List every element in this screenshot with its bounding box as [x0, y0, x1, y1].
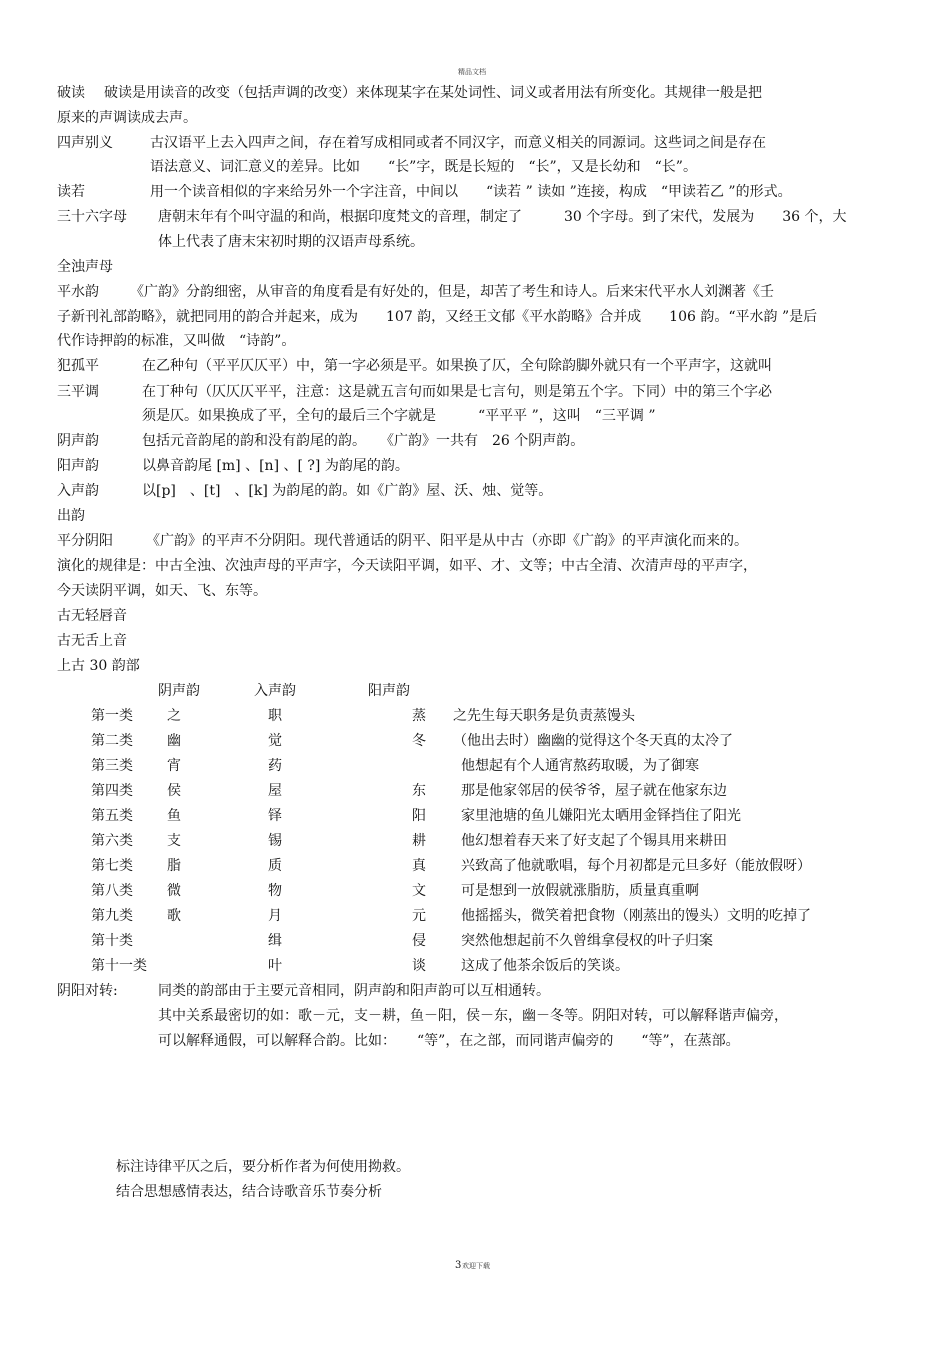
row-class: 第一类 [91, 708, 133, 724]
def-sisheng-line1: 古汉语平上去入四声之间，存在着写成相同或者不同汉字，而意义相关的同源词。这些词之间是存在 [150, 135, 766, 151]
row-class: 第十类 [91, 933, 133, 949]
row-class: 第三类 [91, 758, 133, 774]
page-footer: 欢迎下载 [462, 1262, 490, 1270]
row-ru: 职 [268, 708, 282, 724]
def-duruo-line1: 用一个读音相似的字来给另外一个字注音，中间以 “读若 ” 读如 ”连接，构成 “甲读若乙 ”的形式。 [150, 184, 792, 200]
row-yang: 元 [412, 908, 426, 924]
row-mnemonic: 这成了他茶余饭后的笑谈。 [461, 958, 629, 974]
term-yinshengyun: 阴声韵 [57, 433, 99, 449]
row-yin: 宵 [167, 758, 181, 774]
row-ru: 药 [268, 758, 282, 774]
term-podu: 破读 [57, 85, 85, 101]
row-class: 第七类 [91, 858, 133, 874]
row-ru: 物 [268, 883, 282, 899]
row-yin: 幽 [167, 733, 181, 749]
header-rushengyun: 入声韵 [254, 683, 296, 699]
term-yunbu: 上古 30 韵部 [57, 658, 140, 674]
term-qingchun: 古无轻唇音 [57, 608, 127, 624]
def-pingshui-line1: 《广韵》分韵细密，从审音的角度看是有好处的，但是，却苦了考生和诗人。后来宋代平水人刘渊著《壬 [130, 284, 774, 300]
row-yin: 鱼 [167, 808, 181, 824]
def-pingfen-line1: 《广韵》的平声不分阴阳。现代普通话的阴平、阳平是从中古（亦即《广韵》的平声演化而来的。 [146, 533, 748, 549]
note-line2: 结合思想感情表达，结合诗歌音乐节奏分析 [116, 1184, 382, 1200]
def-sanpingdiao-line1: 在丁种句（仄仄仄平平，注意：这是就五言句而如果是七言句，则是第五个字。下同）中的第三个字必 [142, 384, 772, 400]
row-mnemonic: 他摇摇头，微笑着把食物（刚蒸出的馒头）文明的吃掉了 [461, 908, 811, 924]
row-yang: 阳 [412, 808, 426, 824]
def-yinyang-line3: 可以解释通假，可以解释合韵。比如： “等”，在之部，而同谐声偏旁的 “等”，在蒸部。 [158, 1033, 740, 1049]
row-mnemonic: 之先生每天职务是负责蒸馒头 [453, 708, 635, 724]
term-zimu: 三十六字母 [57, 209, 127, 225]
row-ru: 铎 [268, 808, 282, 824]
row-ru: 缉 [268, 933, 282, 949]
term-sanpingdiao: 三平调 [57, 384, 99, 400]
def-zimu-line1: 唐朝末年有个叫守温的和尚，根据印度梵文的音理，制定了 30 个字母。到了宋代，发展为 36 个，大 [158, 209, 847, 225]
row-ru: 叶 [268, 958, 282, 974]
row-yin: 歌 [167, 908, 181, 924]
term-sisheng: 四声别义 [57, 135, 113, 151]
def-yangshengyun-line1: 以鼻音韵尾 [m] 、[n] 、[ ?] 为韵尾的韵。 [142, 458, 409, 474]
def-sanpingdiao-line2: 须是仄。如果换成了平，全句的最后三个字就是 “平平平 ”，这叫 “三平调 ” [142, 408, 656, 424]
def-podu-line1: 破读是用读音的改变（包括声调的改变）来体现某字在某处词性、词义或者用法有所变化。其规律一般是把 [104, 85, 762, 101]
row-mnemonic: 家里池塘的鱼儿嫌阳光太晒用金铎挡住了阳光 [461, 808, 741, 824]
row-yin: 脂 [167, 858, 181, 874]
row-mnemonic: （他出去时）幽幽的觉得这个冬天真的太冷了 [453, 733, 733, 749]
header-yangshengyun: 阳声韵 [368, 683, 410, 699]
row-yang: 耕 [412, 833, 426, 849]
row-class: 第二类 [91, 733, 133, 749]
row-mnemonic: 突然他想起前不久曾缉拿侵权的叶子归案 [461, 933, 713, 949]
def-sisheng-line2: 语法意义、词汇意义的差异。比如 “长”字，既是长短的 “长”，又是长幼和 “长”。 [150, 159, 697, 175]
def-yinyang-line2: 其中关系最密切的如：歌－元，支－耕，鱼－阳，侯－东，幽－冬等。阴阳对转，可以解释谐声偏旁， [158, 1008, 788, 1024]
term-yangshengyun: 阳声韵 [57, 458, 99, 474]
row-class: 第六类 [91, 833, 133, 849]
def-fanguping-line1: 在乙种句（平平仄仄平）中，第一字必须是平。如果换了仄，全句除韵脚外就只有一个平声字，这就叫 [142, 358, 772, 374]
row-mnemonic: 兴致高了他就歌唱，每个月初都是元旦多好（能放假呀） [461, 858, 811, 874]
row-ru: 锡 [268, 833, 282, 849]
row-class: 第五类 [91, 808, 133, 824]
def-pingfen-line3: 今天读阴平调，如天、飞、东等。 [57, 583, 267, 599]
term-yinyang-duizhuan: 阴阳对转: [57, 983, 118, 999]
row-ru: 质 [268, 858, 282, 874]
row-yin: 之 [167, 708, 181, 724]
row-yin: 支 [167, 833, 181, 849]
def-yinyang-line1: 同类的韵部由于主要元音相同，阴声韵和阳声韵可以互相通转。 [158, 983, 550, 999]
row-yang: 侵 [412, 933, 426, 949]
row-yang: 冬 [412, 733, 426, 749]
def-pingfen-line2: 演化的规律是：中古全浊、次浊声母的平声字，今天读阳平调，如平、才、文等；中古全清、次清声母的平声字， [57, 558, 757, 574]
row-mnemonic: 那是他家邻居的侯爷爷，屋子就在他家东边 [461, 783, 727, 799]
row-yang: 文 [412, 883, 426, 899]
row-mnemonic: 他想起有个人通宵熬药取暖，为了御寒 [461, 758, 699, 774]
row-class: 第八类 [91, 883, 133, 899]
term-fanguping: 犯孤平 [57, 358, 99, 374]
def-pingshui-line3: 代作诗押韵的标准，又叫做 “诗韵”。 [57, 333, 296, 349]
note-line1: 标注诗律平仄之后，要分析作者为何使用拗救。 [116, 1159, 410, 1175]
def-zimu-line2: 体上代表了唐末宋初时期的汉语声母系统。 [158, 234, 424, 250]
page-number: 3 [455, 1260, 462, 1271]
def-podu-line2: 原来的声调读成去声。 [57, 110, 197, 126]
term-duruo: 读若 [57, 184, 85, 200]
row-yang: 真 [412, 858, 426, 874]
row-yin: 侯 [167, 783, 181, 799]
term-chuyun: 出韵 [57, 508, 85, 524]
row-yang: 东 [412, 783, 426, 799]
term-sheshang: 古无舌上音 [57, 633, 127, 649]
row-mnemonic: 可是想到一放假就涨脂肪，质量真重啊 [461, 883, 699, 899]
row-class: 第十一类 [91, 958, 147, 974]
row-ru: 屋 [268, 783, 282, 799]
term-quanzhuo: 全浊声母 [57, 259, 113, 275]
row-yang: 蒸 [412, 708, 426, 724]
row-mnemonic: 他幻想着春天来了好支起了个锡具用来耕田 [461, 833, 727, 849]
def-rushengyun-line1: 以[p] 、[t] 、[k] 为韵尾的韵。如《广韵》屋、沃、烛、觉等。 [142, 483, 553, 499]
page-header: 精品文档 [458, 68, 486, 76]
row-yin: 微 [167, 883, 181, 899]
row-class: 第四类 [91, 783, 133, 799]
def-pingshui-line2: 子新刊礼部韵略》，就把同用的韵合并起来，成为 107 韵，又经王文郁《平水韵略》合并成 106 韵。“平水韵 ”是后 [57, 309, 818, 325]
def-yinshengyun-line1: 包括元音韵尾的韵和没有韵尾的韵。 《广韵》一共有 26 个阴声韵。 [142, 433, 585, 449]
row-class: 第九类 [91, 908, 133, 924]
row-ru: 月 [268, 908, 282, 924]
term-pingshui: 平水韵 [57, 284, 99, 300]
term-rushengyun: 入声韵 [57, 483, 99, 499]
term-pingfen: 平分阴阳 [57, 533, 113, 549]
header-yinshengyun: 阴声韵 [158, 683, 200, 699]
row-ru: 觉 [268, 733, 282, 749]
row-yang: 谈 [412, 958, 426, 974]
